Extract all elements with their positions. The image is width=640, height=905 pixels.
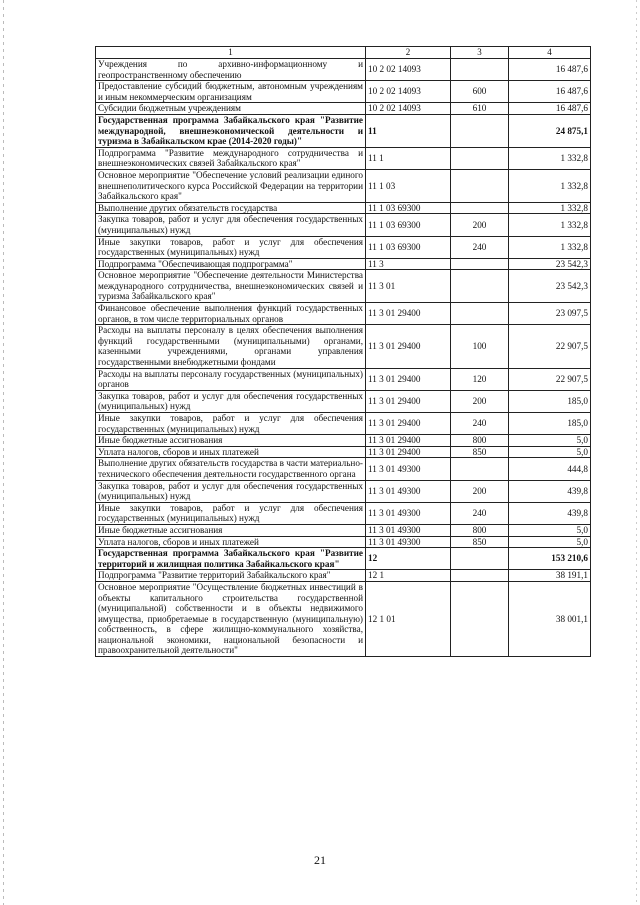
row-code-cell: 11 3 01 29400 xyxy=(366,303,451,325)
row-name-cell: Предоставление субсидий бюджетным, автономным учреждениям и иным некоммерческим организациям xyxy=(96,81,366,103)
row-code-cell: 11 1 03 69300 xyxy=(366,236,451,258)
table-row xyxy=(96,103,591,115)
table-row xyxy=(96,147,591,169)
row-amount-cell: 439,8 xyxy=(509,480,591,502)
row-code-cell: 11 3 01 29400 xyxy=(366,368,451,390)
row-expense-type-cell: 100 xyxy=(451,325,509,368)
row-expense-type-cell: 240 xyxy=(451,236,509,258)
row-amount-cell: 5,0 xyxy=(509,435,591,447)
row-amount-cell: 439,8 xyxy=(509,502,591,524)
row-expense-type-cell xyxy=(451,548,509,570)
row-name-cell: Подпрограмма "Развитие международного сотрудничества и внешнеэкономических связей Забайкальского края" xyxy=(96,147,366,169)
row-expense-type-cell xyxy=(451,202,509,214)
row-amount-cell: 1 332,8 xyxy=(509,147,591,169)
page-number: 21 xyxy=(314,853,326,867)
row-expense-type-cell xyxy=(451,570,509,582)
row-amount-cell: 185,0 xyxy=(509,390,591,412)
table-row xyxy=(96,214,591,236)
row-name-cell: Закупка товаров, работ и услуг для обеспечения государственных (муниципальных) нужд xyxy=(96,390,366,412)
row-code-cell: 10 2 02 14093 xyxy=(366,59,451,81)
row-code-cell: 11 1 03 xyxy=(366,169,451,202)
table-row xyxy=(96,413,591,435)
row-code-cell: 12 1 xyxy=(366,570,451,582)
row-name-cell: Закупка товаров, работ и услуг для обеспечения государственных (муниципальных) нужд xyxy=(96,214,366,236)
row-name-cell: Выполнение других обязательств государства в части материально-технического обеспечения деятельности государственного органа xyxy=(96,458,366,480)
row-amount-cell: 22 907,5 xyxy=(509,368,591,390)
table-row xyxy=(96,59,591,81)
row-code-cell: 11 3 01 29400 xyxy=(366,446,451,458)
row-amount-cell: 153 210,6 xyxy=(509,548,591,570)
row-name-cell: Расходы на выплаты персоналу государственных (муниципальных) органов xyxy=(96,368,366,390)
row-expense-type-cell: 200 xyxy=(451,214,509,236)
row-code-cell: 11 3 01 29400 xyxy=(366,435,451,447)
row-code-cell: 11 3 01 49300 xyxy=(366,524,451,536)
row-code-cell: 11 1 xyxy=(366,147,451,169)
table-row xyxy=(96,502,591,524)
table-row xyxy=(96,270,591,303)
table-row xyxy=(96,446,591,458)
row-name-cell: Государственная программа Забайкальского края "Развитие международной, внешнеэкономической деятельности и туризма в Забайкальском крае (2014-2020 годы)" xyxy=(96,114,366,147)
table-row xyxy=(96,81,591,103)
row-code-cell: 11 1 03 69300 xyxy=(366,214,451,236)
row-expense-type-cell xyxy=(451,147,509,169)
column-header: 3 xyxy=(451,47,509,59)
row-name-cell: Иные закупки товаров, работ и услуг для обеспечения государственных (муниципальных) нужд xyxy=(96,502,366,524)
row-expense-type-cell: 610 xyxy=(451,103,509,115)
row-expense-type-cell xyxy=(451,303,509,325)
row-code-cell: 12 1 01 xyxy=(366,581,451,656)
table-row xyxy=(96,325,591,368)
table-row xyxy=(96,548,591,570)
row-amount-cell: 24 875,1 xyxy=(509,114,591,147)
row-amount-cell: 23 097,5 xyxy=(509,303,591,325)
row-code-cell: 12 xyxy=(366,548,451,570)
budget-table xyxy=(95,46,591,657)
row-expense-type-cell: 200 xyxy=(451,390,509,412)
table-row xyxy=(96,570,591,582)
row-amount-cell: 38 191,1 xyxy=(509,570,591,582)
row-expense-type-cell: 200 xyxy=(451,480,509,502)
row-name-cell: Учреждения по архивно-информационному и геопространственному обеспечению xyxy=(96,59,366,81)
row-code-cell: 11 3 01 49300 xyxy=(366,502,451,524)
row-code-cell: 11 1 03 69300 xyxy=(366,202,451,214)
row-name-cell: Закупка товаров, работ и услуг для обеспечения государственных (муниципальных) нужд xyxy=(96,480,366,502)
row-code-cell: 11 3 01 49300 xyxy=(366,480,451,502)
table-row xyxy=(96,458,591,480)
row-name-cell: Расходы на выплаты персоналу в целях обеспечения выполнения функций государственными (муниципальными) органами, казенными учреждениями, органами управления государственными внебюджетными фондами xyxy=(96,325,366,368)
table-body xyxy=(96,59,591,657)
table-row xyxy=(96,236,591,258)
table-header-row xyxy=(96,47,591,59)
row-amount-cell: 23 542,3 xyxy=(509,270,591,303)
table-row xyxy=(96,390,591,412)
row-name-cell: Уплата налогов, сборов и иных платежей xyxy=(96,536,366,548)
scan-edge-left xyxy=(3,0,4,905)
row-expense-type-cell xyxy=(451,114,509,147)
row-code-cell: 11 3 01 29400 xyxy=(366,325,451,368)
row-expense-type-cell: 800 xyxy=(451,524,509,536)
row-name-cell: Выполнение других обязательств государства xyxy=(96,202,366,214)
table-row xyxy=(96,581,591,656)
table-row xyxy=(96,258,591,270)
row-name-cell: Основное мероприятие "Осуществление бюджетных инвестиций в объекты капитального строительства государственной (муниципальной) собственности и в объекты недвижимого имущества, приобретаемые в государственную (муниципальную) собственность, в сфере жилищно-коммунального хозяйства, национальной экономики, национальной безопасности и правоохранительной деятельности" xyxy=(96,581,366,656)
row-expense-type-cell xyxy=(451,270,509,303)
table-row xyxy=(96,480,591,502)
column-header: 1 xyxy=(96,47,366,59)
row-expense-type-cell: 850 xyxy=(451,536,509,548)
row-amount-cell: 185,0 xyxy=(509,413,591,435)
row-amount-cell: 16 487,6 xyxy=(509,59,591,81)
row-code-cell: 11 xyxy=(366,114,451,147)
row-amount-cell: 16 487,6 xyxy=(509,81,591,103)
scan-edge-right xyxy=(636,0,637,905)
table-row xyxy=(96,536,591,548)
row-amount-cell: 22 907,5 xyxy=(509,325,591,368)
row-name-cell: Иные бюджетные ассигнования xyxy=(96,435,366,447)
table-row xyxy=(96,435,591,447)
table-row xyxy=(96,202,591,214)
row-expense-type-cell xyxy=(451,458,509,480)
row-amount-cell: 444,8 xyxy=(509,458,591,480)
table-row xyxy=(96,368,591,390)
row-expense-type-cell: 240 xyxy=(451,413,509,435)
column-header: 4 xyxy=(509,47,591,59)
row-amount-cell: 1 332,8 xyxy=(509,202,591,214)
row-code-cell: 11 3 01 29400 xyxy=(366,413,451,435)
row-name-cell: Основное мероприятие "Обеспечение условий реализации единого внешнеполитического курса Российской Федерации на территории Забайкальского края" xyxy=(96,169,366,202)
row-expense-type-cell xyxy=(451,581,509,656)
row-amount-cell: 1 332,8 xyxy=(509,236,591,258)
row-expense-type-cell: 120 xyxy=(451,368,509,390)
row-code-cell: 11 3 01 29400 xyxy=(366,390,451,412)
row-expense-type-cell xyxy=(451,258,509,270)
row-name-cell: Субсидии бюджетным учреждениям xyxy=(96,103,366,115)
row-expense-type-cell: 800 xyxy=(451,435,509,447)
row-expense-type-cell xyxy=(451,169,509,202)
row-name-cell: Иные закупки товаров, работ и услуг для обеспечения государственных (муниципальных) нужд xyxy=(96,413,366,435)
row-amount-cell: 5,0 xyxy=(509,524,591,536)
row-amount-cell: 38 001,1 xyxy=(509,581,591,656)
row-amount-cell: 1 332,8 xyxy=(509,214,591,236)
row-amount-cell: 16 487,6 xyxy=(509,103,591,115)
row-code-cell: 10 2 02 14093 xyxy=(366,103,451,115)
row-code-cell: 11 3 01 xyxy=(366,270,451,303)
row-name-cell: Государственная программа Забайкальского края "Развитие территорий и жилищная политика Забайкальского края" xyxy=(96,548,366,570)
row-name-cell: Подпрограмма "Обеспечивающая подпрограмма" xyxy=(96,258,366,270)
row-code-cell: 11 3 01 49300 xyxy=(366,458,451,480)
row-amount-cell: 1 332,8 xyxy=(509,169,591,202)
table-row xyxy=(96,524,591,536)
row-expense-type-cell: 850 xyxy=(451,446,509,458)
row-code-cell: 11 3 xyxy=(366,258,451,270)
row-code-cell: 11 3 01 49300 xyxy=(366,536,451,548)
row-name-cell: Основное мероприятие "Обеспечение деятельности Министерства международного сотрудничества, внешнеэкономических связей и туризма Забайкальского края" xyxy=(96,270,366,303)
row-amount-cell: 5,0 xyxy=(509,446,591,458)
column-header: 2 xyxy=(366,47,451,59)
table-row xyxy=(96,169,591,202)
row-name-cell: Иные бюджетные ассигнования xyxy=(96,524,366,536)
row-expense-type-cell xyxy=(451,59,509,81)
table-row xyxy=(96,114,591,147)
row-expense-type-cell: 240 xyxy=(451,502,509,524)
row-amount-cell: 23 542,3 xyxy=(509,258,591,270)
table-row xyxy=(96,303,591,325)
row-code-cell: 10 2 02 14093 xyxy=(366,81,451,103)
row-amount-cell: 5,0 xyxy=(509,536,591,548)
row-name-cell: Иные закупки товаров, работ и услуг для обеспечения государственных (муниципальных) нужд xyxy=(96,236,366,258)
row-expense-type-cell: 600 xyxy=(451,81,509,103)
row-name-cell: Финансовое обеспечение выполнения функций государственных органов, в том числе территориальных органов xyxy=(96,303,366,325)
row-name-cell: Уплата налогов, сборов и иных платежей xyxy=(96,446,366,458)
row-name-cell: Подпрограмма "Развитие территорий Забайкальского края" xyxy=(96,570,366,582)
